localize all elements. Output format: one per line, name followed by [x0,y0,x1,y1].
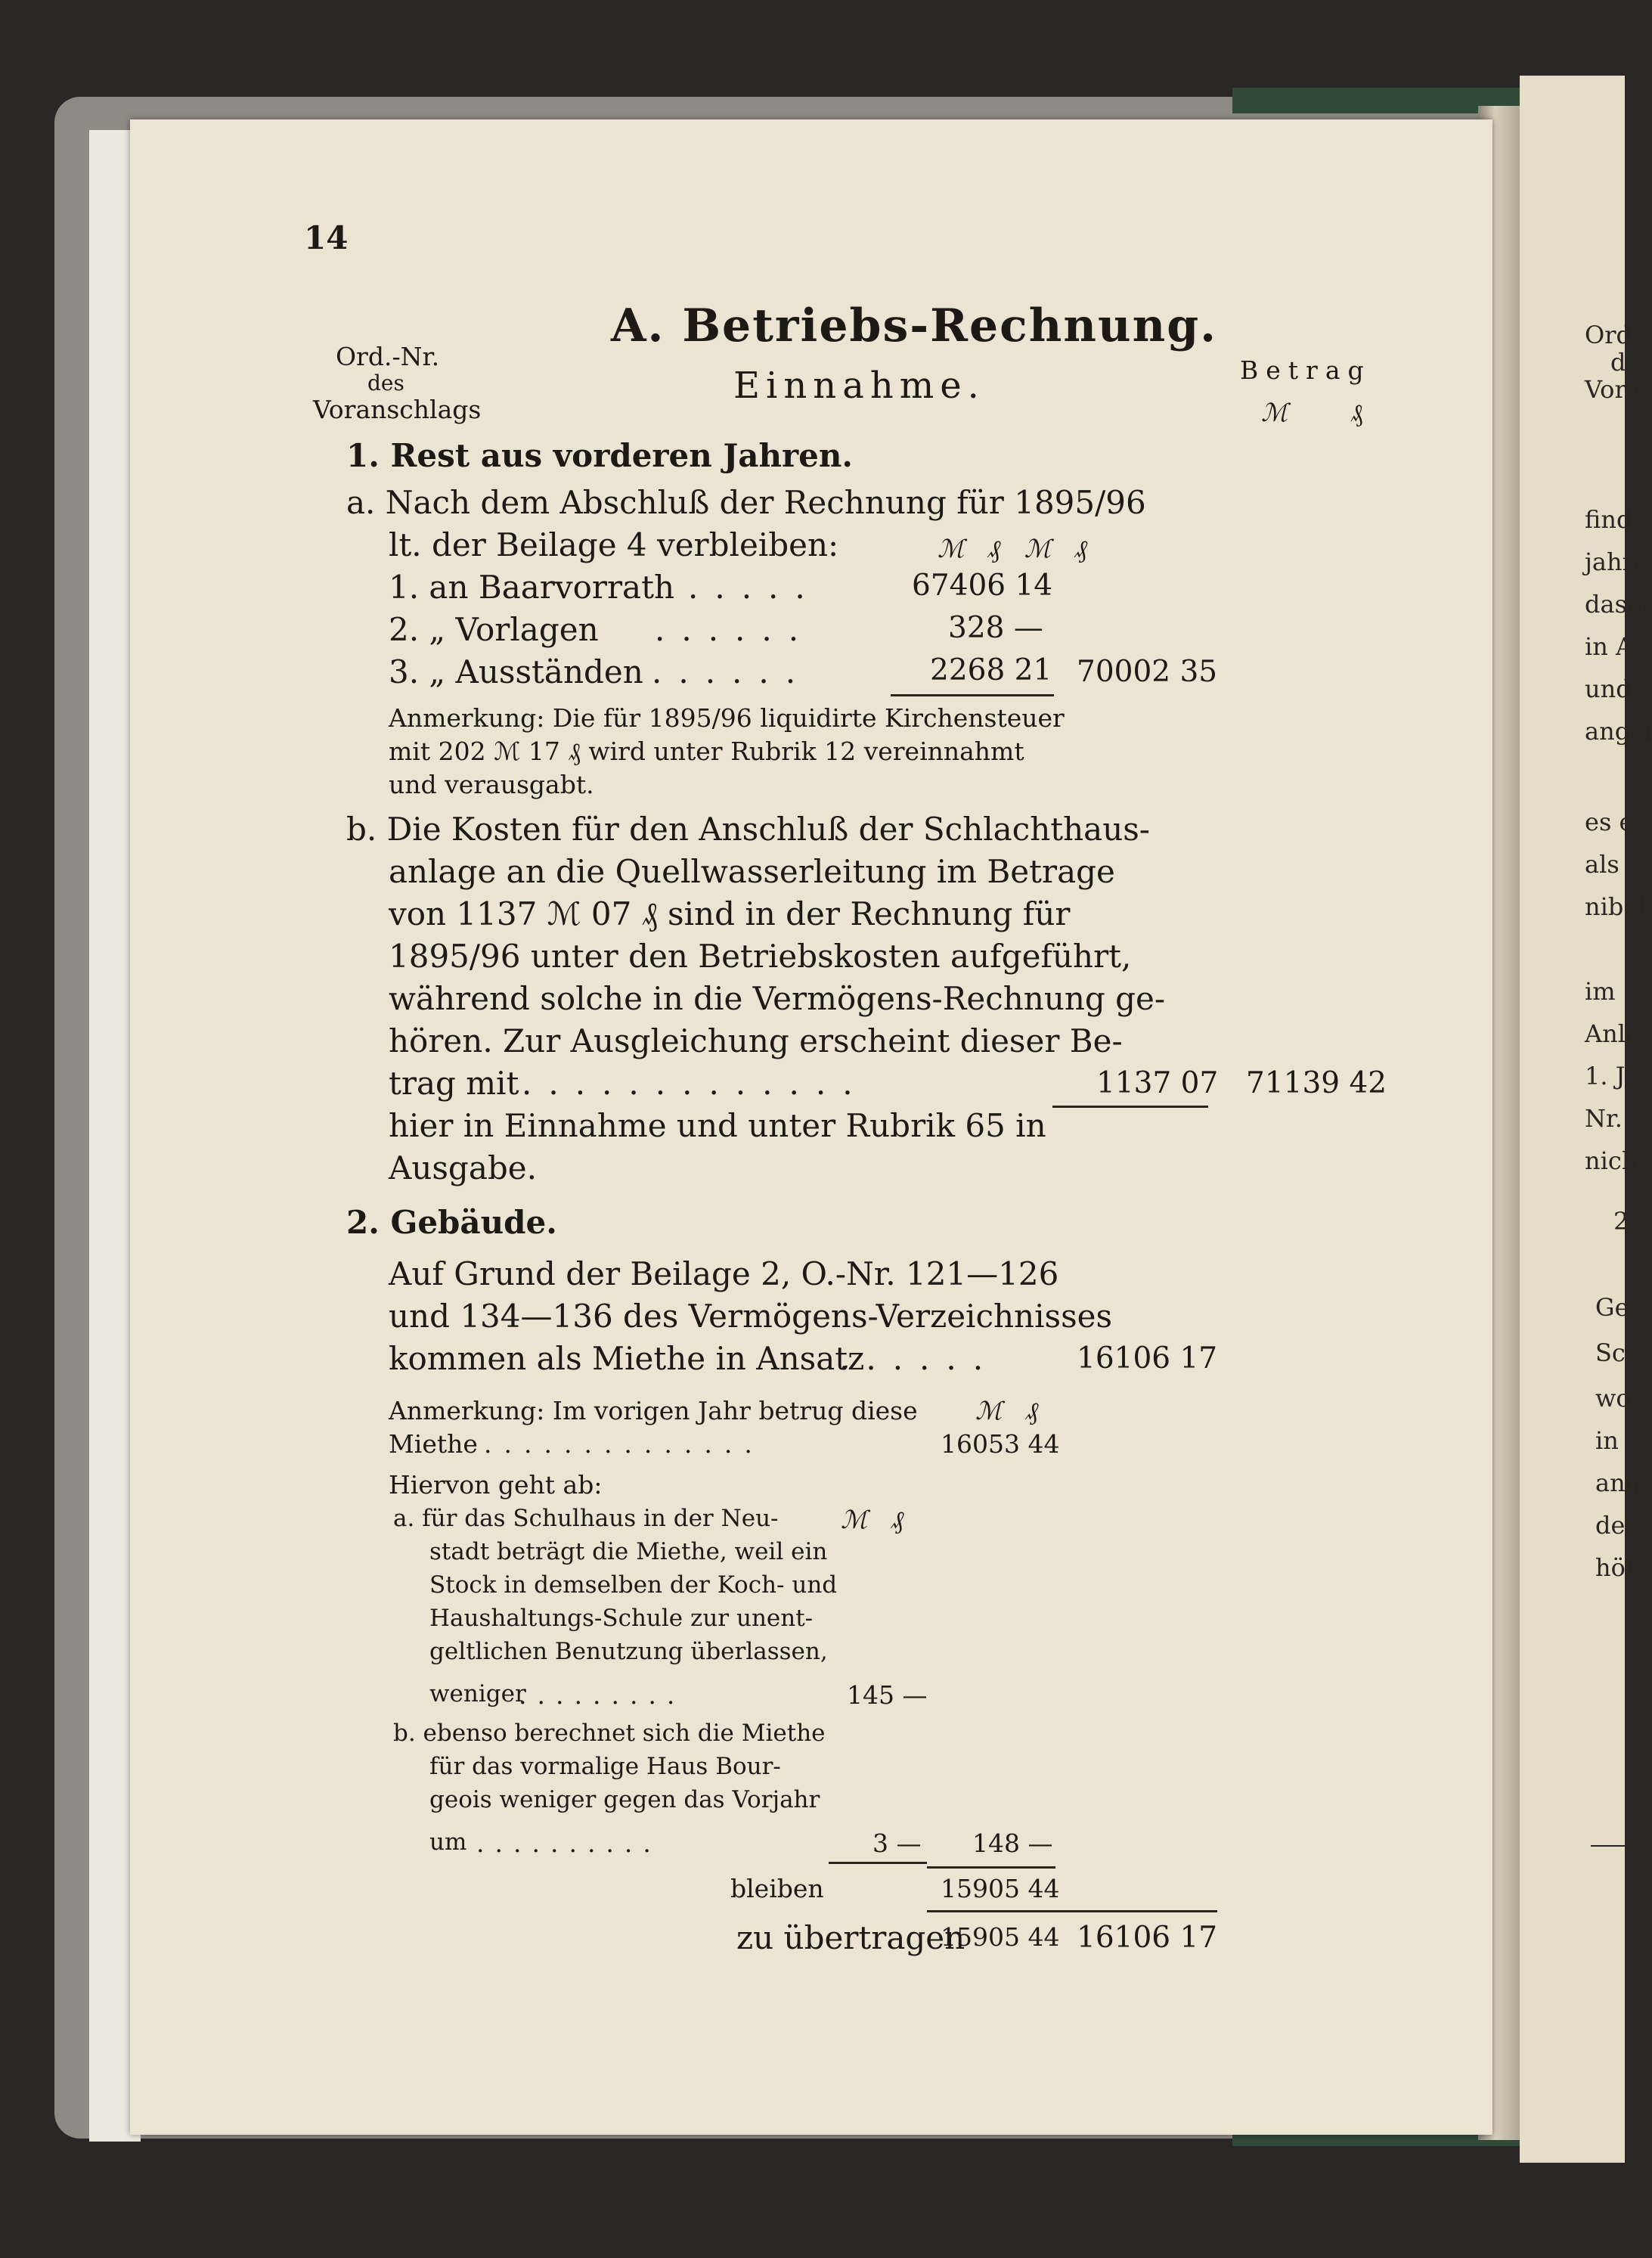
b-line2: anlage an die Quellwasserleitung im Betrage [389,853,1115,890]
b-line5: während solche in die Vermögens-Rechnung ge- [389,980,1166,1017]
hiervon-label: Hiervon geht ab: [389,1470,603,1500]
item-1-label: 1. an Baarvorrath [389,569,675,606]
sub-a-line6: weniger [429,1680,526,1707]
sub-rule-left [829,1862,927,1864]
next-page-fragment: jahre [1585,547,1648,576]
page-title: A. Betriebs-Rechnung. [611,299,1218,352]
note2-marks: ℳ ₰ [975,1396,1039,1425]
b-line7: trag mit [389,1065,519,1102]
sub-b-dots: .......... [476,1828,662,1858]
final-rule [927,1910,1217,1912]
note2-head: Anmerkung: Im vorigen Jahr betrug diese [389,1396,918,1425]
section1-a-line2: lt. der Beilage 4 verbleiben: [389,526,839,563]
col-header-left-2: des [367,371,404,395]
section2-dots: ...... [839,1340,1000,1377]
item-2-dots: ...... [655,611,816,648]
next-page-fragment: als [1585,850,1619,879]
next-page-fragment: 1. J [1585,1062,1626,1090]
sub-a-line1: a. für das Schulhaus in der Neu- [393,1505,779,1532]
next-page-fragment: Ge [1595,1293,1629,1322]
next-page-fragment: in A [1585,632,1634,661]
sub-b-line4: um [429,1828,467,1856]
col-header-left-3: Voranschlags [313,395,482,424]
col-header-pfennig: ₰ [1350,398,1363,427]
b-line8: hier in Einnahme und unter Rubrik 65 in [389,1107,1046,1144]
bleiben-label: bleiben [730,1874,824,1903]
carry-amount: 15905 44 [941,1922,1060,1952]
next-page-fragment: angel [1585,717,1652,746]
next-page-fragment: wo [1595,1384,1631,1413]
next-page-fragment: Ord [1585,321,1632,349]
section2-line1: Auf Grund der Beilage 2, O.-Nr. 121—126 [389,1255,1059,1292]
sub-b-line2: für das vormalige Haus Bour- [429,1753,781,1780]
b-line3: von 1137 ℳ 07 ₰ sind in der Rechnung für [389,895,1071,932]
sub-a-dots: ......... [519,1680,686,1710]
section1-currency-marks: ℳ ₰ ℳ ₰ [938,534,1087,563]
next-page-fragment: im [1585,977,1616,1006]
next-page-fragment: nibel [1585,892,1646,921]
note2-dots: .............. [484,1429,764,1459]
item-2-amount: 328 — [948,611,1043,645]
item-1-dots: ..... [688,569,822,606]
note1-line3: und verausgabt. [389,770,594,799]
b-dots: ............. [522,1065,869,1102]
item-2-label: 2. „ Vorlagen [389,611,599,648]
section1-heading: 1. Rest aus vorderen Jahren. [346,437,854,474]
sub-a-line3: Stock in demselben der Koch- und [429,1571,838,1599]
note1-line1: Anmerkung: Die für 1895/96 liquidirte Kirchensteuer [389,703,1065,733]
next-page-fragment: in [1595,1426,1619,1455]
next-page-fragment: ang [1595,1469,1641,1497]
next-page-fragment: höf [1595,1553,1635,1582]
section2-line3: kommen als Miethe in Ansatz [389,1340,865,1377]
subtotal-rule [891,694,1054,696]
next-page-fragment: und [1585,675,1632,703]
next-page-fragment: dasel [1585,590,1650,619]
note2-miethe-amount: 16053 44 [941,1429,1060,1459]
item-3-total: 70002 35 [1077,655,1218,689]
section2-line2: und 134—136 des Vermögens-Verzeichnisses [389,1298,1113,1335]
sub-sum-amount: 148 — [972,1828,1053,1858]
note2-miethe: Miethe [389,1429,478,1459]
sub-a-line2: stadt beträgt die Miethe, weil ein [429,1538,828,1565]
page-number: 14 [304,219,349,256]
section2-heading: 2. Gebäude. [346,1204,557,1241]
sub-rule-right [927,1866,1055,1869]
section1-a-line1: a. Nach dem Abschluß der Rechnung für 1895/96 [346,484,1146,521]
sub-a-line4: Haushaltungs-Schule zur unent- [429,1605,814,1632]
next-page-fragment: der [1595,1511,1637,1540]
next-page-fragment: 2 [1613,1207,1629,1236]
b-amount: 1137 07 [1096,1066,1219,1100]
section1-total: 71139 42 [1246,1066,1387,1100]
sub-a-amount: 145 — [847,1680,928,1710]
section1-total-rule [1052,1106,1208,1108]
b-line4: 1895/96 unter den Betriebskosten aufgeführt, [389,938,1132,975]
col-header-betrag: Betrag [1240,355,1372,385]
next-page-fragment: Anle [1585,1019,1640,1048]
next-page-fragment: Sc [1595,1338,1626,1367]
next-page-fragment: d [1610,348,1626,377]
sub-marks: ℳ ₰ [841,1505,904,1534]
sub-b-line3: geois weniger gegen das Vorjahr [429,1786,820,1813]
page-subtitle: Einnahme. [733,364,985,407]
sub-b-line1: b. ebenso berechnet sich die Miethe [393,1720,826,1747]
next-page-fragment: Nr. [1585,1104,1623,1133]
next-page-fragment: es e [1585,808,1634,836]
next-page-rule [1591,1845,1625,1847]
col-header-mark: ℳ [1261,398,1288,427]
carry-label: zu übertragen [736,1919,965,1956]
b-line9: Ausgabe. [389,1149,537,1186]
next-page-fragment: Vora [1585,375,1641,404]
item-1-amount: 67406 14 [912,569,1053,603]
b-line1: b. Die Kosten für den Anschluß der Schlachthaus- [346,811,1151,848]
bleiben-amount: 15905 44 [941,1874,1060,1903]
next-page-fragment: find [1585,505,1632,534]
next-page-fragment: nicht [1585,1146,1647,1175]
b-line6: hören. Zur Ausgleichung erscheint dieser Be- [389,1022,1123,1059]
sub-b-amount: 3 — [872,1828,922,1858]
sub-a-line5: geltlichen Benutzung überlassen, [429,1638,828,1665]
section2-amount: 16106 17 [1077,1341,1218,1376]
note1-line2: mit 202 ℳ 17 ₰ wird unter Rubrik 12 vereinnahmt [389,737,1024,766]
carry-total: 16106 17 [1077,1921,1218,1955]
item-3-amount: 2268 21 [930,653,1052,687]
col-header-left-1: Ord.-Nr. [336,342,440,371]
item-3-label: 3. „ Ausständen [389,653,643,690]
item-3-dots: ...... [652,653,813,690]
